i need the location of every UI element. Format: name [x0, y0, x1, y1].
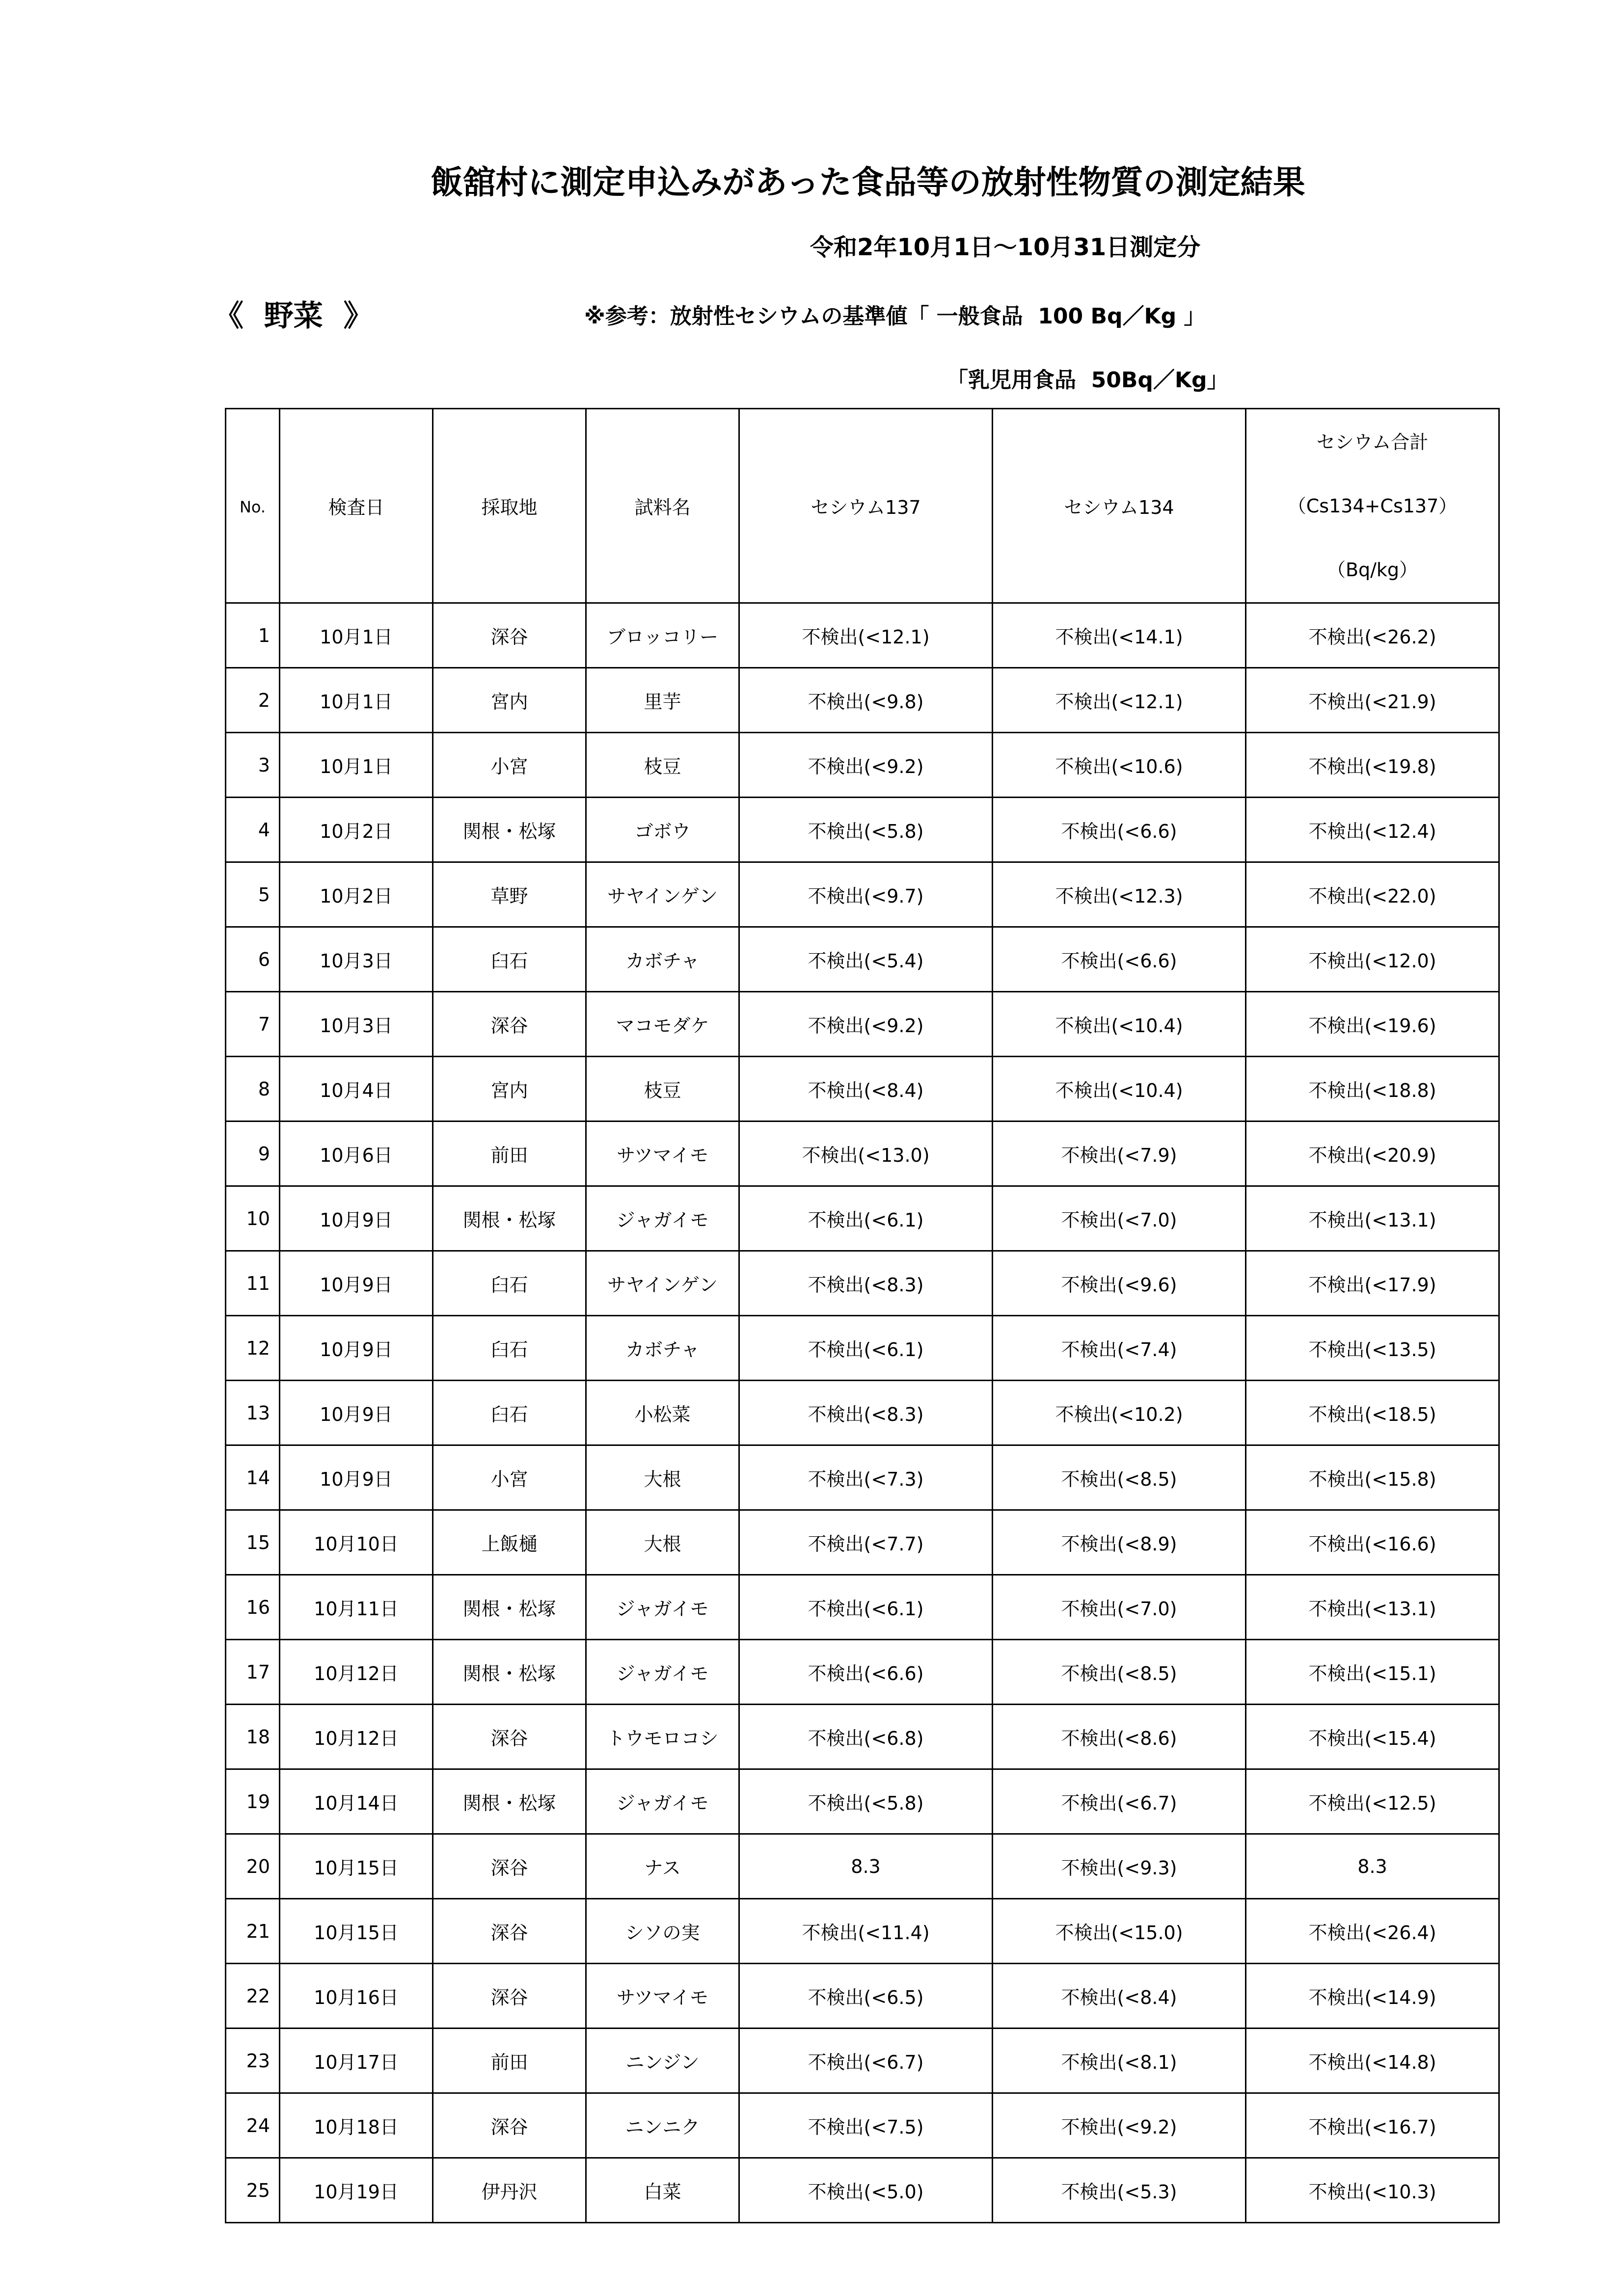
cell-total: 不検出(<21.9): [1246, 668, 1499, 733]
cell-date: 10月2日: [280, 798, 433, 862]
cell-cs137: 不検出(<5.0): [739, 2158, 993, 2223]
table-row: [226, 1834, 1499, 1899]
cell-sample: カボチャ: [586, 927, 739, 992]
cell-location: 関根・松塚: [433, 1640, 586, 1705]
cell-no: 13: [226, 1381, 280, 1445]
cell-cs137: 不検出(<6.1): [739, 1186, 993, 1251]
cell-no: 4: [226, 798, 280, 862]
cell-sample: カボチャ: [586, 1316, 739, 1381]
cell-location: 臼石: [433, 1381, 586, 1445]
cell-no: 2: [226, 668, 280, 733]
cell-sample: 里芋: [586, 668, 739, 733]
cell-no: 10: [226, 1186, 280, 1251]
cell-cs134: 不検出(<12.3): [993, 862, 1246, 927]
cell-cs134: 不検出(<8.9): [993, 1510, 1246, 1575]
cell-no: 16: [226, 1575, 280, 1640]
cell-no: 17: [226, 1640, 280, 1705]
cell-total: 不検出(<10.3): [1246, 2158, 1499, 2223]
table-row: [226, 1899, 1499, 1964]
cell-cs137: 不検出(<12.1): [739, 603, 993, 668]
cell-cs134: 不検出(<10.4): [993, 1057, 1246, 1121]
table-row: [226, 1705, 1499, 1769]
cell-sample: ブロッコリー: [586, 603, 739, 668]
cell-location: 宮内: [433, 1057, 586, 1121]
cell-no: 21: [226, 1899, 280, 1964]
cell-cs134: 不検出(<8.5): [993, 1640, 1246, 1705]
cell-cs134: 不検出(<7.0): [993, 1186, 1246, 1251]
header-total: [1246, 409, 1499, 603]
cell-location: 深谷: [433, 1705, 586, 1769]
table-row: [226, 1057, 1499, 1121]
cell-cs137: 不検出(<11.4): [739, 1899, 993, 1964]
cell-no: 6: [226, 927, 280, 992]
cell-cs134: 不検出(<6.6): [993, 927, 1246, 992]
cell-total: 不検出(<13.1): [1246, 1575, 1499, 1640]
cell-sample: ニンジン: [586, 2029, 739, 2093]
cell-date: 10月1日: [280, 733, 433, 798]
cell-cs134: 不検出(<8.6): [993, 1705, 1246, 1769]
cell-no: 25: [226, 2158, 280, 2223]
cell-date: 10月12日: [280, 1640, 433, 1705]
cell-date: 10月9日: [280, 1381, 433, 1445]
cell-no: 5: [226, 862, 280, 927]
cell-location: 関根・松塚: [433, 1769, 586, 1834]
cell-total: 不検出(<15.1): [1246, 1640, 1499, 1705]
table-row: [226, 668, 1499, 733]
cell-cs134: 不検出(<10.6): [993, 733, 1246, 798]
cell-no: 1: [226, 603, 280, 668]
cell-cs134: 不検出(<7.4): [993, 1316, 1246, 1381]
cell-location: 上飯樋: [433, 1510, 586, 1575]
cell-cs137: 不検出(<9.2): [739, 733, 993, 798]
cell-cs134: 不検出(<7.0): [993, 1575, 1246, 1640]
table-row: [226, 1381, 1499, 1445]
cell-sample: マコモダケ: [586, 992, 739, 1057]
cell-date: 10月14日: [280, 1769, 433, 1834]
cell-cs137: 不検出(<5.8): [739, 798, 993, 862]
cell-no: 23: [226, 2029, 280, 2093]
cell-location: 関根・松塚: [433, 1186, 586, 1251]
cell-date: 10月6日: [280, 1121, 433, 1186]
category-heading: 《 野菜 》: [214, 299, 373, 333]
cell-date: 10月9日: [280, 1316, 433, 1381]
cell-sample: 枝豆: [586, 1057, 739, 1121]
cell-total: 不検出(<19.6): [1246, 992, 1499, 1057]
cell-sample: ジャガイモ: [586, 1186, 739, 1251]
reference-standard-infant: 「乳児用食品 50Bq／Kg」: [947, 368, 1229, 393]
cell-sample: ナス: [586, 1834, 739, 1899]
cell-sample: 大根: [586, 1445, 739, 1510]
cell-cs137: 不検出(<13.0): [739, 1121, 993, 1186]
cell-no: 19: [226, 1769, 280, 1834]
cell-sample: ゴボウ: [586, 798, 739, 862]
cell-cs137: 不検出(<7.3): [739, 1445, 993, 1510]
cell-no: 15: [226, 1510, 280, 1575]
cell-sample: サツマイモ: [586, 1964, 739, 2029]
results-table: [225, 408, 1500, 2223]
header-location: 採取地: [433, 409, 586, 603]
cell-cs137: 不検出(<6.6): [739, 1640, 993, 1705]
cell-location: 小宮: [433, 1445, 586, 1510]
header-total-line2: （Cs134+Cs137）: [1287, 495, 1458, 517]
cell-date: 10月10日: [280, 1510, 433, 1575]
cell-date: 10月15日: [280, 1899, 433, 1964]
cell-sample: 白菜: [586, 2158, 739, 2223]
cell-cs137: 不検出(<6.7): [739, 2029, 993, 2093]
cell-date: 10月3日: [280, 992, 433, 1057]
table-row: [226, 1251, 1499, 1316]
cell-total: 不検出(<20.9): [1246, 1121, 1499, 1186]
cell-cs137: 不検出(<5.4): [739, 927, 993, 992]
cell-cs137: 不検出(<7.7): [739, 1510, 993, 1575]
cell-total: 不検出(<26.2): [1246, 603, 1499, 668]
cell-total: 不検出(<17.9): [1246, 1251, 1499, 1316]
cell-no: 24: [226, 2093, 280, 2158]
table-row: [226, 2093, 1499, 2158]
header-total-line3: （Bq/kg）: [1326, 559, 1418, 581]
cell-total: 不検出(<22.0): [1246, 862, 1499, 927]
cell-cs137: 不検出(<8.3): [739, 1251, 993, 1316]
cell-sample: 大根: [586, 1510, 739, 1575]
cell-cs137: 不検出(<7.5): [739, 2093, 993, 2158]
cell-total: 不検出(<15.4): [1246, 1705, 1499, 1769]
cell-cs137: 不検出(<8.3): [739, 1381, 993, 1445]
table-row: [226, 1186, 1499, 1251]
header-cs137: セシウム137: [739, 409, 993, 603]
cell-date: 10月3日: [280, 927, 433, 992]
cell-location: 関根・松塚: [433, 1575, 586, 1640]
cell-location: 深谷: [433, 1964, 586, 2029]
table-row: [226, 1121, 1499, 1186]
cell-sample: サツマイモ: [586, 1121, 739, 1186]
table-row: [226, 1510, 1499, 1575]
header-cs134: セシウム134: [993, 409, 1246, 603]
cell-cs137: 不検出(<5.8): [739, 1769, 993, 1834]
cell-cs134: 不検出(<8.4): [993, 1964, 1246, 2029]
cell-location: 臼石: [433, 1316, 586, 1381]
cell-total: 不検出(<18.5): [1246, 1381, 1499, 1445]
cell-no: 7: [226, 992, 280, 1057]
cell-cs134: 不検出(<7.9): [993, 1121, 1246, 1186]
cell-sample: 小松菜: [586, 1381, 739, 1445]
cell-date: 10月9日: [280, 1445, 433, 1510]
header-no: No.: [226, 409, 280, 603]
cell-date: 10月15日: [280, 1834, 433, 1899]
table-header-row: [226, 409, 1499, 603]
cell-location: 前田: [433, 1121, 586, 1186]
measurement-period: 令和2年10月1日～10月31日測定分: [810, 234, 1201, 261]
cell-total: 不検出(<13.5): [1246, 1316, 1499, 1381]
cell-no: 22: [226, 1964, 280, 2029]
cell-cs134: 不検出(<12.1): [993, 668, 1246, 733]
cell-sample: 枝豆: [586, 733, 739, 798]
cell-total: 不検出(<16.7): [1246, 2093, 1499, 2158]
reference-standard-general: ※参考：放射性セシウムの基準値「 一般食品 100 Bq／Kg 」: [584, 304, 1206, 329]
cell-cs137: 不検出(<8.4): [739, 1057, 993, 1121]
cell-no: 14: [226, 1445, 280, 1510]
cell-location: 小宮: [433, 733, 586, 798]
cell-cs134: 不検出(<14.1): [993, 603, 1246, 668]
cell-date: 10月2日: [280, 862, 433, 927]
cell-sample: サヤインゲン: [586, 862, 739, 927]
cell-total: 不検出(<26.4): [1246, 1899, 1499, 1964]
cell-total: 不検出(<16.6): [1246, 1510, 1499, 1575]
cell-total: 不検出(<12.0): [1246, 927, 1499, 992]
cell-total: 不検出(<14.9): [1246, 1964, 1499, 2029]
cell-location: 深谷: [433, 1834, 586, 1899]
cell-cs137: 不検出(<6.8): [739, 1705, 993, 1769]
cell-location: 深谷: [433, 992, 586, 1057]
table-row: [226, 733, 1499, 798]
header-sample: 試料名: [586, 409, 739, 603]
header-total-line1: セシウム合計: [1316, 431, 1429, 453]
cell-sample: ジャガイモ: [586, 1575, 739, 1640]
table-row: [226, 2158, 1499, 2223]
cell-no: 20: [226, 1834, 280, 1899]
cell-cs134: 不検出(<9.3): [993, 1834, 1246, 1899]
cell-cs137: 不検出(<9.2): [739, 992, 993, 1057]
cell-date: 10月11日: [280, 1575, 433, 1640]
cell-date: 10月18日: [280, 2093, 433, 2158]
cell-cs134: 不検出(<9.6): [993, 1251, 1246, 1316]
cell-no: 9: [226, 1121, 280, 1186]
cell-cs137: 不検出(<6.5): [739, 1964, 993, 2029]
cell-cs134: 不検出(<6.7): [993, 1769, 1246, 1834]
cell-no: 8: [226, 1057, 280, 1121]
cell-total: 不検出(<15.8): [1246, 1445, 1499, 1510]
cell-date: 10月1日: [280, 603, 433, 668]
cell-cs134: 不検出(<6.6): [993, 798, 1246, 862]
table-row: [226, 603, 1499, 668]
table-row: [226, 992, 1499, 1057]
cell-date: 10月19日: [280, 2158, 433, 2223]
table-row: [226, 862, 1499, 927]
cell-date: 10月17日: [280, 2029, 433, 2093]
cell-location: 伊丹沢: [433, 2158, 586, 2223]
cell-total: 不検出(<13.1): [1246, 1186, 1499, 1251]
cell-location: 深谷: [433, 2093, 586, 2158]
header-date: 検査日: [280, 409, 433, 603]
cell-cs134: 不検出(<5.3): [993, 2158, 1246, 2223]
cell-location: 草野: [433, 862, 586, 927]
cell-cs137: 8.3: [739, 1834, 993, 1899]
cell-sample: サヤインゲン: [586, 1251, 739, 1316]
cell-date: 10月9日: [280, 1186, 433, 1251]
cell-sample: ジャガイモ: [586, 1769, 739, 1834]
cell-cs134: 不検出(<10.2): [993, 1381, 1246, 1445]
cell-sample: シソの実: [586, 1899, 739, 1964]
cell-no: 18: [226, 1705, 280, 1769]
table-row: [226, 1316, 1499, 1381]
page-title: 飯舘村に測定申込みがあった食品等の放射性物質の測定結果: [431, 163, 1305, 201]
cell-cs137: 不検出(<9.8): [739, 668, 993, 733]
cell-sample: ジャガイモ: [586, 1640, 739, 1705]
cell-sample: ニンニク: [586, 2093, 739, 2158]
cell-location: 関根・松塚: [433, 798, 586, 862]
cell-total: 不検出(<18.8): [1246, 1057, 1499, 1121]
cell-cs134: 不検出(<8.5): [993, 1445, 1246, 1510]
table-row: [226, 2029, 1499, 2093]
cell-cs134: 不検出(<10.4): [993, 992, 1246, 1057]
cell-no: 3: [226, 733, 280, 798]
cell-cs134: 不検出(<15.0): [993, 1899, 1246, 1964]
cell-cs134: 不検出(<9.2): [993, 2093, 1246, 2158]
cell-date: 10月9日: [280, 1251, 433, 1316]
cell-total: 不検出(<12.5): [1246, 1769, 1499, 1834]
table-row: [226, 927, 1499, 992]
cell-no: 11: [226, 1251, 280, 1316]
cell-cs137: 不検出(<9.7): [739, 862, 993, 927]
cell-sample: トウモロコシ: [586, 1705, 739, 1769]
cell-date: 10月4日: [280, 1057, 433, 1121]
cell-cs137: 不検出(<6.1): [739, 1575, 993, 1640]
cell-cs134: 不検出(<8.1): [993, 2029, 1246, 2093]
cell-location: 深谷: [433, 603, 586, 668]
cell-location: 前田: [433, 2029, 586, 2093]
table-row: [226, 798, 1499, 862]
cell-total: 不検出(<14.8): [1246, 2029, 1499, 2093]
cell-no: 12: [226, 1316, 280, 1381]
cell-location: 宮内: [433, 668, 586, 733]
table-row: [226, 1445, 1499, 1510]
table-row: [226, 1964, 1499, 2029]
cell-date: 10月16日: [280, 1964, 433, 2029]
cell-location: 深谷: [433, 1899, 586, 1964]
cell-date: 10月1日: [280, 668, 433, 733]
cell-location: 臼石: [433, 927, 586, 992]
cell-total: 不検出(<12.4): [1246, 798, 1499, 862]
cell-date: 10月12日: [280, 1705, 433, 1769]
table-row: [226, 1640, 1499, 1705]
cell-total: 8.3: [1246, 1834, 1499, 1899]
table-row: [226, 1769, 1499, 1834]
cell-total: 不検出(<19.8): [1246, 733, 1499, 798]
cell-location: 臼石: [433, 1251, 586, 1316]
table-row: [226, 1575, 1499, 1640]
cell-cs137: 不検出(<6.1): [739, 1316, 993, 1381]
